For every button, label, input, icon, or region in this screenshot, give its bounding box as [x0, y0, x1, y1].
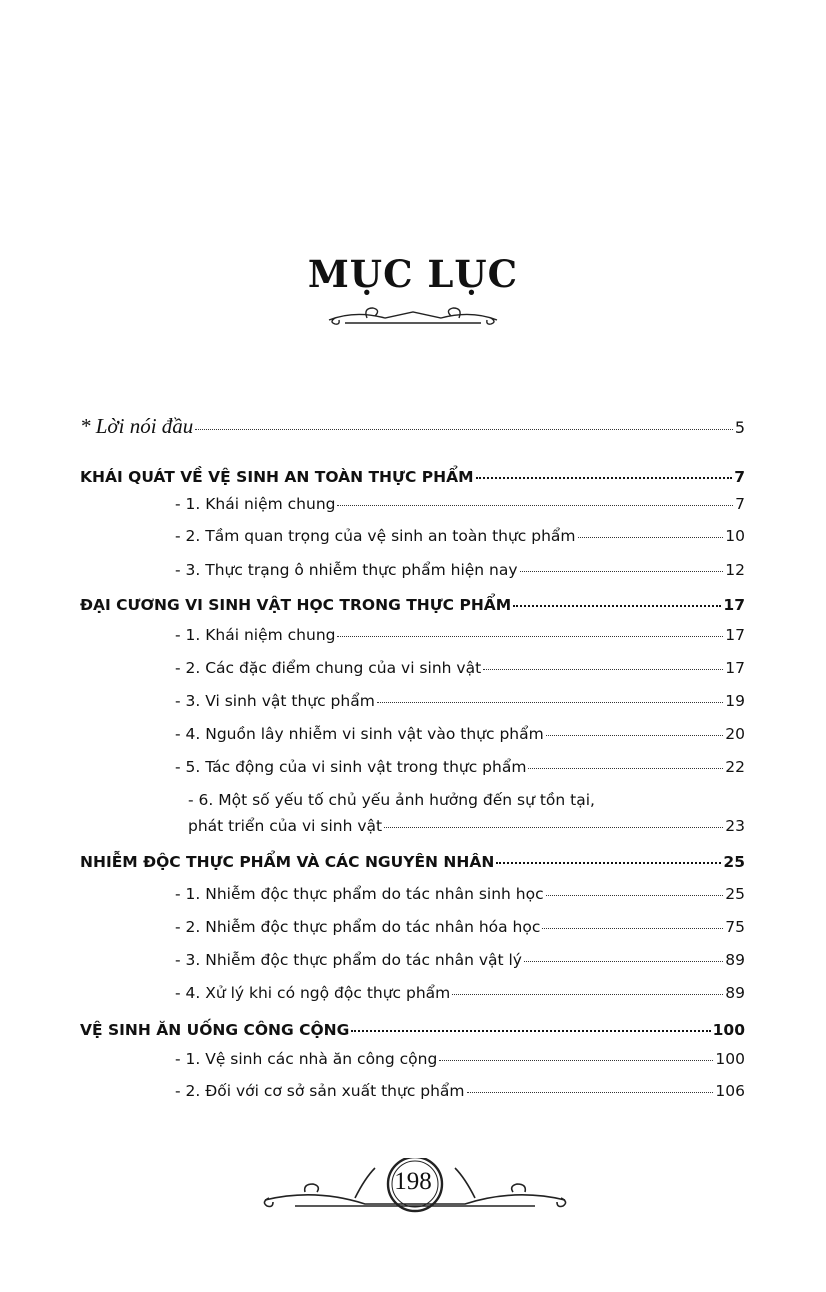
- toc-entry[interactable]: [175, 692, 745, 710]
- toc-page-number: 100: [712, 1021, 745, 1039]
- toc-entry-label-line1: - 6. Một số yếu tố chủ yếu ảnh hưởng đến sự tồn tại,: [188, 791, 595, 809]
- toc-entry-label: - 2. Tầm quan trọng của vệ sinh an toàn thực phẩm: [175, 527, 576, 545]
- toc-entry-label: ĐẠI CƯƠNG VI SINH VẬT HỌC TRONG THỰC PHẨM: [80, 596, 512, 614]
- toc-entry[interactable]: [175, 725, 745, 743]
- toc-entry-label: KHÁI QUÁT VỀ VỆ SINH AN TOÀN THỰC PHẨM: [80, 468, 474, 486]
- dot-leader: [467, 1091, 714, 1093]
- toc-section[interactable]: [80, 1021, 745, 1039]
- dot-leader: [513, 604, 721, 607]
- toc-entry-label: - 2. Các đặc điểm chung của vi sinh vật: [175, 659, 482, 677]
- toc-entry[interactable]: [80, 414, 745, 439]
- toc-page-number: 10: [725, 527, 745, 545]
- toc-page-number: 22: [725, 758, 745, 776]
- dot-leader: [384, 826, 723, 828]
- dot-leader: [195, 428, 733, 430]
- dot-leader: [520, 570, 724, 572]
- dot-leader: [439, 1059, 713, 1061]
- toc-page-number: 7: [734, 468, 745, 486]
- toc-entry-label: - 1. Khái niệm chung: [175, 626, 336, 644]
- dot-leader: [546, 734, 724, 736]
- dot-leader: [377, 701, 723, 703]
- toc-page-number: 23: [725, 817, 745, 835]
- toc-entry[interactable]: [175, 561, 745, 579]
- toc-entry-label: - 1. Nhiễm độc thực phẩm do tác nhân sinh học: [175, 885, 544, 903]
- toc-page-number: 20: [725, 725, 745, 743]
- toc-entry[interactable]: [175, 984, 745, 1002]
- toc-page-number: 12: [725, 561, 745, 579]
- toc-entry-label: - 2. Đối với cơ sở sản xuất thực phẩm: [175, 1082, 465, 1100]
- toc-entry-label: - 3. Nhiễm độc thực phẩm do tác nhân vật lý: [175, 951, 522, 969]
- toc-entry[interactable]: [175, 659, 745, 677]
- page-number: 198: [394, 1168, 432, 1195]
- toc-entry-label: phát triển của vi sinh vật: [188, 817, 383, 835]
- toc-entry-label: - 3. Vi sinh vật thực phẩm: [175, 692, 375, 710]
- dot-leader: [578, 536, 724, 538]
- toc-entry[interactable]: [175, 918, 745, 936]
- dot-leader: [337, 504, 733, 506]
- toc-page-number: 89: [725, 951, 745, 969]
- toc-page-number: 75: [725, 918, 745, 936]
- toc-entry[interactable]: [175, 758, 745, 776]
- dot-leader: [337, 635, 723, 637]
- toc-section[interactable]: [80, 853, 745, 871]
- toc-page-number: 17: [723, 596, 745, 614]
- toc-page-number: 106: [715, 1082, 745, 1100]
- toc-page-number: 25: [723, 853, 745, 871]
- title-ornament-icon: [325, 302, 501, 328]
- toc-entry-label: - 3. Thực trạng ô nhiễm thực phẩm hiện nay: [175, 561, 518, 579]
- dot-leader: [476, 476, 733, 479]
- toc-section[interactable]: [80, 468, 745, 486]
- toc-entry[interactable]: [175, 885, 745, 903]
- toc-entry-label: NHIỄM ĐỘC THỰC PHẨM VÀ CÁC NGUYÊN NHÂN: [80, 853, 495, 871]
- dot-leader: [528, 767, 723, 769]
- dot-leader: [452, 993, 723, 995]
- toc-page-number: 89: [725, 984, 745, 1002]
- toc-page-number: 100: [715, 1050, 745, 1068]
- dot-leader: [542, 927, 723, 929]
- toc-entry[interactable]: [175, 527, 745, 545]
- toc-page-number: 5: [734, 418, 745, 437]
- toc-entry[interactable]: [188, 817, 745, 835]
- page-title: MỤC LỤC: [307, 252, 519, 296]
- dot-leader: [496, 861, 721, 864]
- toc-entry[interactable]: [175, 1050, 745, 1068]
- toc-entry-label: - 4. Xử lý khi có ngộ độc thực phẩm: [175, 984, 451, 1002]
- toc-page-number: 17: [725, 659, 745, 677]
- toc-entry[interactable]: [175, 951, 745, 969]
- dot-leader: [351, 1029, 710, 1032]
- toc-entry[interactable]: [175, 626, 745, 644]
- toc-entry[interactable]: [175, 1082, 745, 1100]
- toc-entry-label: * Lời nói đầu: [80, 414, 194, 438]
- dot-leader: [524, 960, 723, 962]
- toc-entry-label: - 2. Nhiễm độc thực phẩm do tác nhân hóa học: [175, 918, 541, 936]
- toc-entry-label: - 1. Khái niệm chung: [175, 495, 336, 513]
- dot-leader: [546, 894, 724, 896]
- toc-entry[interactable]: [175, 495, 745, 513]
- toc-page-number: 7: [735, 495, 745, 513]
- toc-page-number: 25: [725, 885, 745, 903]
- dot-leader: [483, 668, 723, 670]
- toc-entry-label: - 1. Vệ sinh các nhà ăn công cộng: [175, 1050, 438, 1068]
- toc-page-number: 17: [725, 626, 745, 644]
- toc-entry-label: - 5. Tác động của vi sinh vật trong thực phẩm: [175, 758, 527, 776]
- toc-page-number: 19: [725, 692, 745, 710]
- toc-entry-label: VỆ SINH ĂN UỐNG CÔNG CỘNG: [80, 1021, 350, 1039]
- toc-entry-label: - 4. Nguồn lây nhiễm vi sinh vật vào thực phẩm: [175, 725, 544, 743]
- toc-section[interactable]: [80, 596, 745, 614]
